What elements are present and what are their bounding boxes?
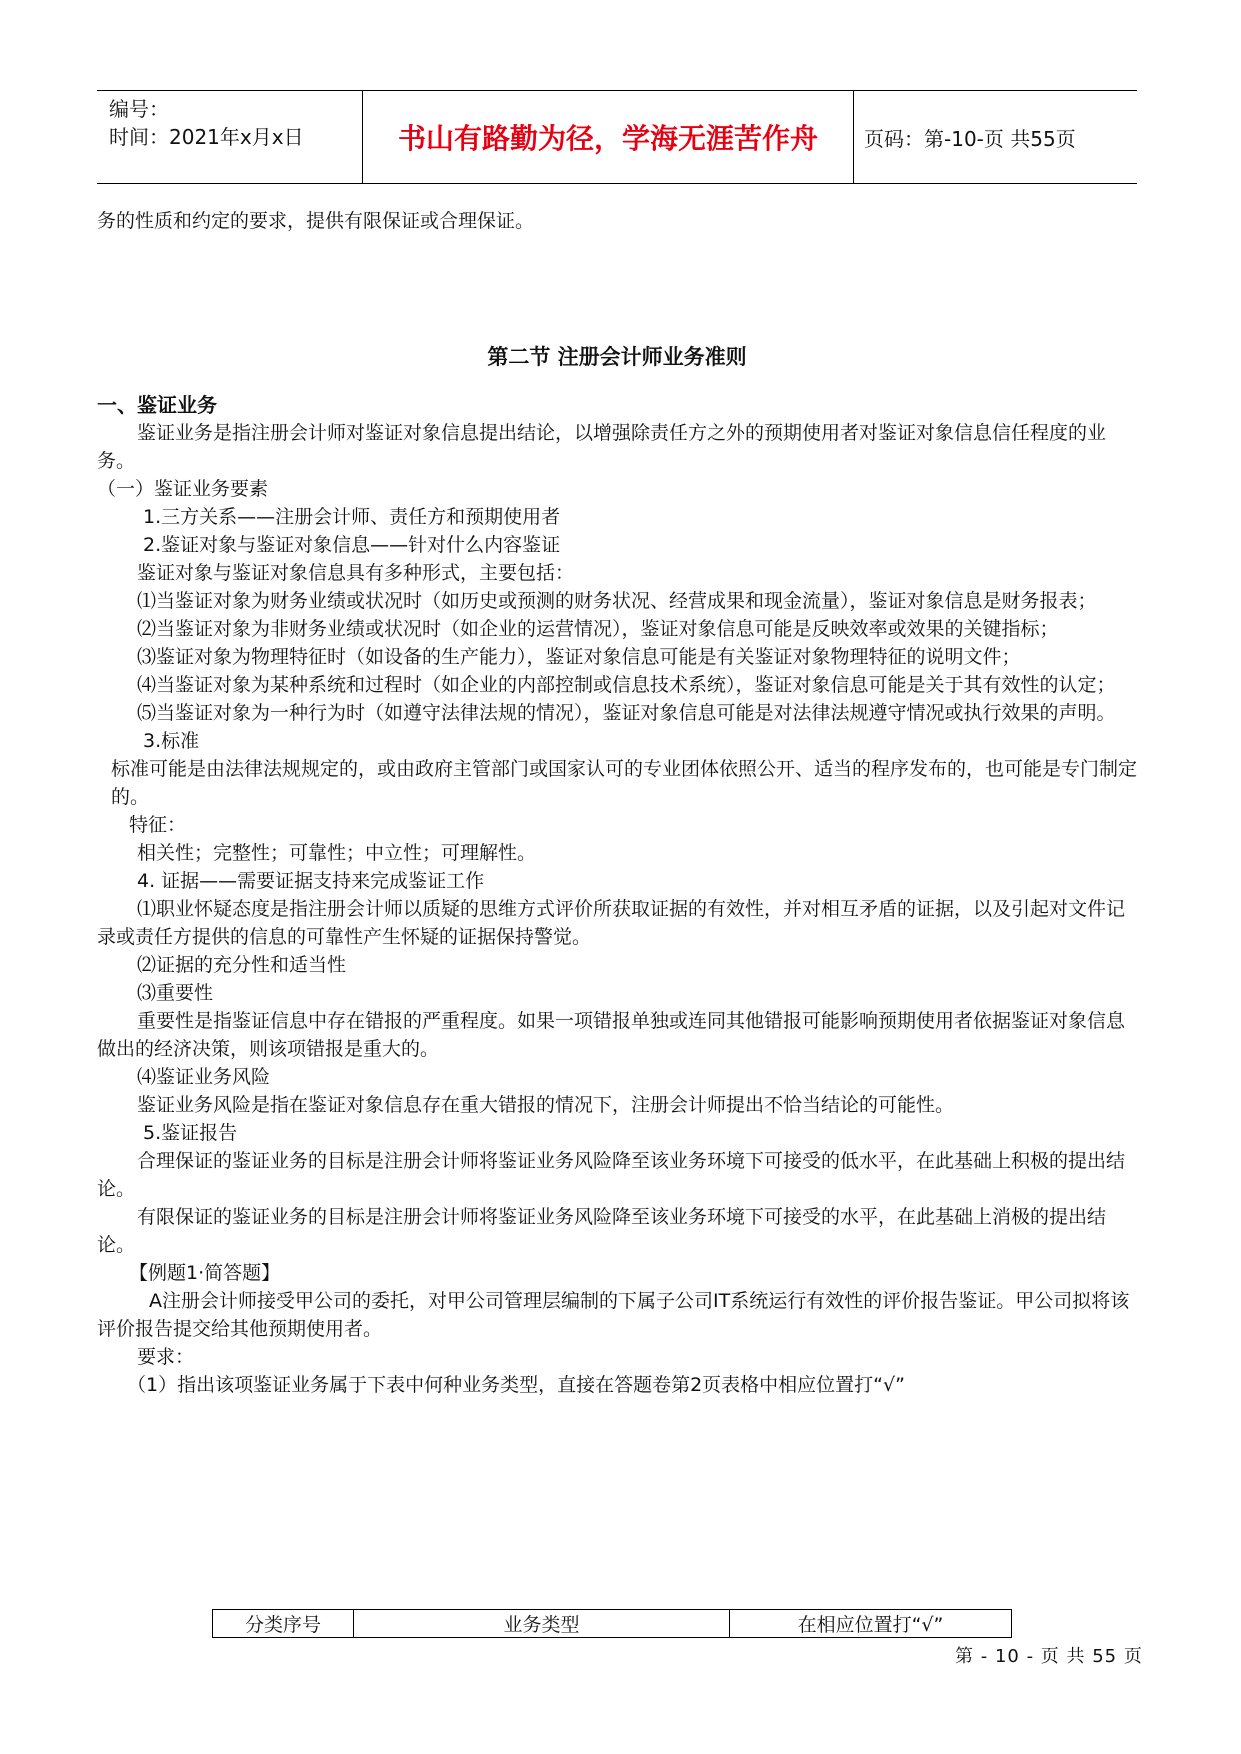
paragraph-form-5: ⑸当鉴证对象为一种行为时（如遵守法律法规的情况），鉴证对象信息可能是对法律法规遵守情况或执行效果的声明。	[137, 702, 1116, 724]
document-number-label: 编号：	[109, 97, 169, 121]
example-text: A注册会计师接受甲公司的委托，对甲公司管理层编制的下属子公司IT系统运行有效性的评价报告鉴证。甲公司拟将该评价报告提交给其他预期使用者。	[97, 1290, 1130, 1340]
paragraph-evidence-4: ⑷鉴证业务风险	[137, 1066, 271, 1088]
paragraph-form-4: ⑷当鉴证对象为某种系统和过程时（如企业的内部控制或信息技术系统），鉴证对象信息可能是关于其有效性的认定；	[137, 674, 1116, 696]
header-motto-cell	[362, 91, 854, 183]
page-header	[97, 90, 1137, 184]
paragraph-features: 相关性；完整性；可靠性；中立性；可理解性。	[137, 842, 537, 864]
paragraph-evidence-1: ⑴职业怀疑态度是指注册会计师以质疑的思维方式评价所获取证据的有效性，并对相互矛盾的证据，以及引起对文件记录或责任方提供的信息的可靠性产生怀疑的证据保持警觉。	[97, 898, 1126, 948]
paragraph-reasonable-assurance: 合理保证的鉴证业务的目标是注册会计师将鉴证业务风险降至该业务环境下可接受的低水平，在此基础上积极的提出结论。	[97, 1150, 1126, 1200]
paragraph-forms-intro: 鉴证对象与鉴证对象信息具有多种形式，主要包括：	[137, 562, 575, 584]
table-header-check-mark: 在相应位置打“√”	[730, 1610, 1012, 1638]
document-time-label: 时间：2021年x月x日	[109, 125, 304, 149]
paragraph-materiality: 重要性是指鉴证信息中存在错报的严重程度。如果一项错报单独或连同其他错报可能影响预期使用者依据鉴证对象信息做出的经济决策，则该项错报是重大的。	[97, 1010, 1126, 1060]
paragraph-criteria: 标准可能是由法律法规规定的，或由政府主管部门或国家认可的专业团体依照公开、适当的程序发布的，也可能是专门制定的。	[111, 758, 1138, 808]
paragraph-evidence-3: ⑶重要性	[137, 982, 214, 1004]
paragraph-form-1: ⑴当鉴证对象为财务业绩或状况时（如历史或预测的财务状况、经营成果和现金流量），鉴证对象信息是财务报表；	[137, 590, 1097, 612]
table-header-business-type: 业务类型	[354, 1610, 730, 1638]
paragraph-definition: 鉴证业务是指注册会计师对鉴证对象信息提出结论，以增强除责任方之外的预期使用者对鉴证对象信息信任程度的业务。	[97, 422, 1107, 472]
question-1: （1）指出该项鉴证业务属于下表中何种业务类型，直接在答题卷第2页表格中相应位置打“√”	[127, 1374, 905, 1396]
paragraph-form-3: ⑶鉴证对象为物理特征时（如设备的生产能力），鉴证对象信息可能是有关鉴证对象物理特征的说明文件；	[137, 646, 1021, 668]
header-motto: 书山有路勤为径，学海无涯苦作舟	[397, 122, 818, 155]
item-three-parties: 1.三方关系——注册会计师、责任方和预期使用者	[143, 506, 561, 528]
heading-assurance: 一、鉴证业务	[97, 393, 217, 417]
example-heading: 【例题1·简答题】	[129, 1262, 281, 1284]
paragraph-limited-assurance: 有限保证的鉴证业务的目标是注册会计师将鉴证业务风险降至该业务环境下可接受的水平，在此基础上消极的提出结论。	[97, 1206, 1107, 1256]
subheading-elements: （一）鉴证业务要素	[97, 478, 269, 500]
item-report: 5.鉴证报告	[143, 1122, 238, 1144]
paragraph-form-2: ⑵当鉴证对象为非财务业绩或状况时（如企业的运营情况），鉴证对象信息可能是反映效率或效果的关键指标；	[137, 618, 1059, 640]
table-header-category-no: 分类序号	[213, 1610, 354, 1638]
header-meta	[97, 91, 362, 183]
paragraph-evidence-2: ⑵证据的充分性和适当性	[137, 954, 347, 976]
item-subject-matter: 2.鉴证对象与鉴证对象信息——针对什么内容鉴证	[143, 534, 561, 556]
header-page-cell	[852, 91, 1137, 183]
classification-table	[212, 1609, 1012, 1638]
label-features: 特征：	[129, 814, 187, 836]
section-title: 第二节 注册会计师业务准则	[487, 345, 747, 369]
page-footer: 第 - 10 - 页 共 55 页	[955, 1646, 1143, 1667]
item-criteria: 3.标准	[143, 730, 200, 752]
header-page-number: 页码：第-10-页 共55页	[864, 126, 1076, 151]
document-body	[97, 207, 1137, 1399]
requirement-label: 要求：	[137, 1346, 195, 1368]
continuation-text: 务的性质和约定的要求，提供有限保证或合理保证。	[97, 210, 535, 232]
table-header-row	[213, 1610, 1012, 1638]
paragraph-engagement-risk: 鉴证业务风险是指在鉴证对象信息存在重大错报的情况下，注册会计师提出不恰当结论的可能性。	[137, 1094, 955, 1116]
item-evidence: 4. 证据——需要证据支持来完成鉴证工作	[137, 870, 485, 892]
